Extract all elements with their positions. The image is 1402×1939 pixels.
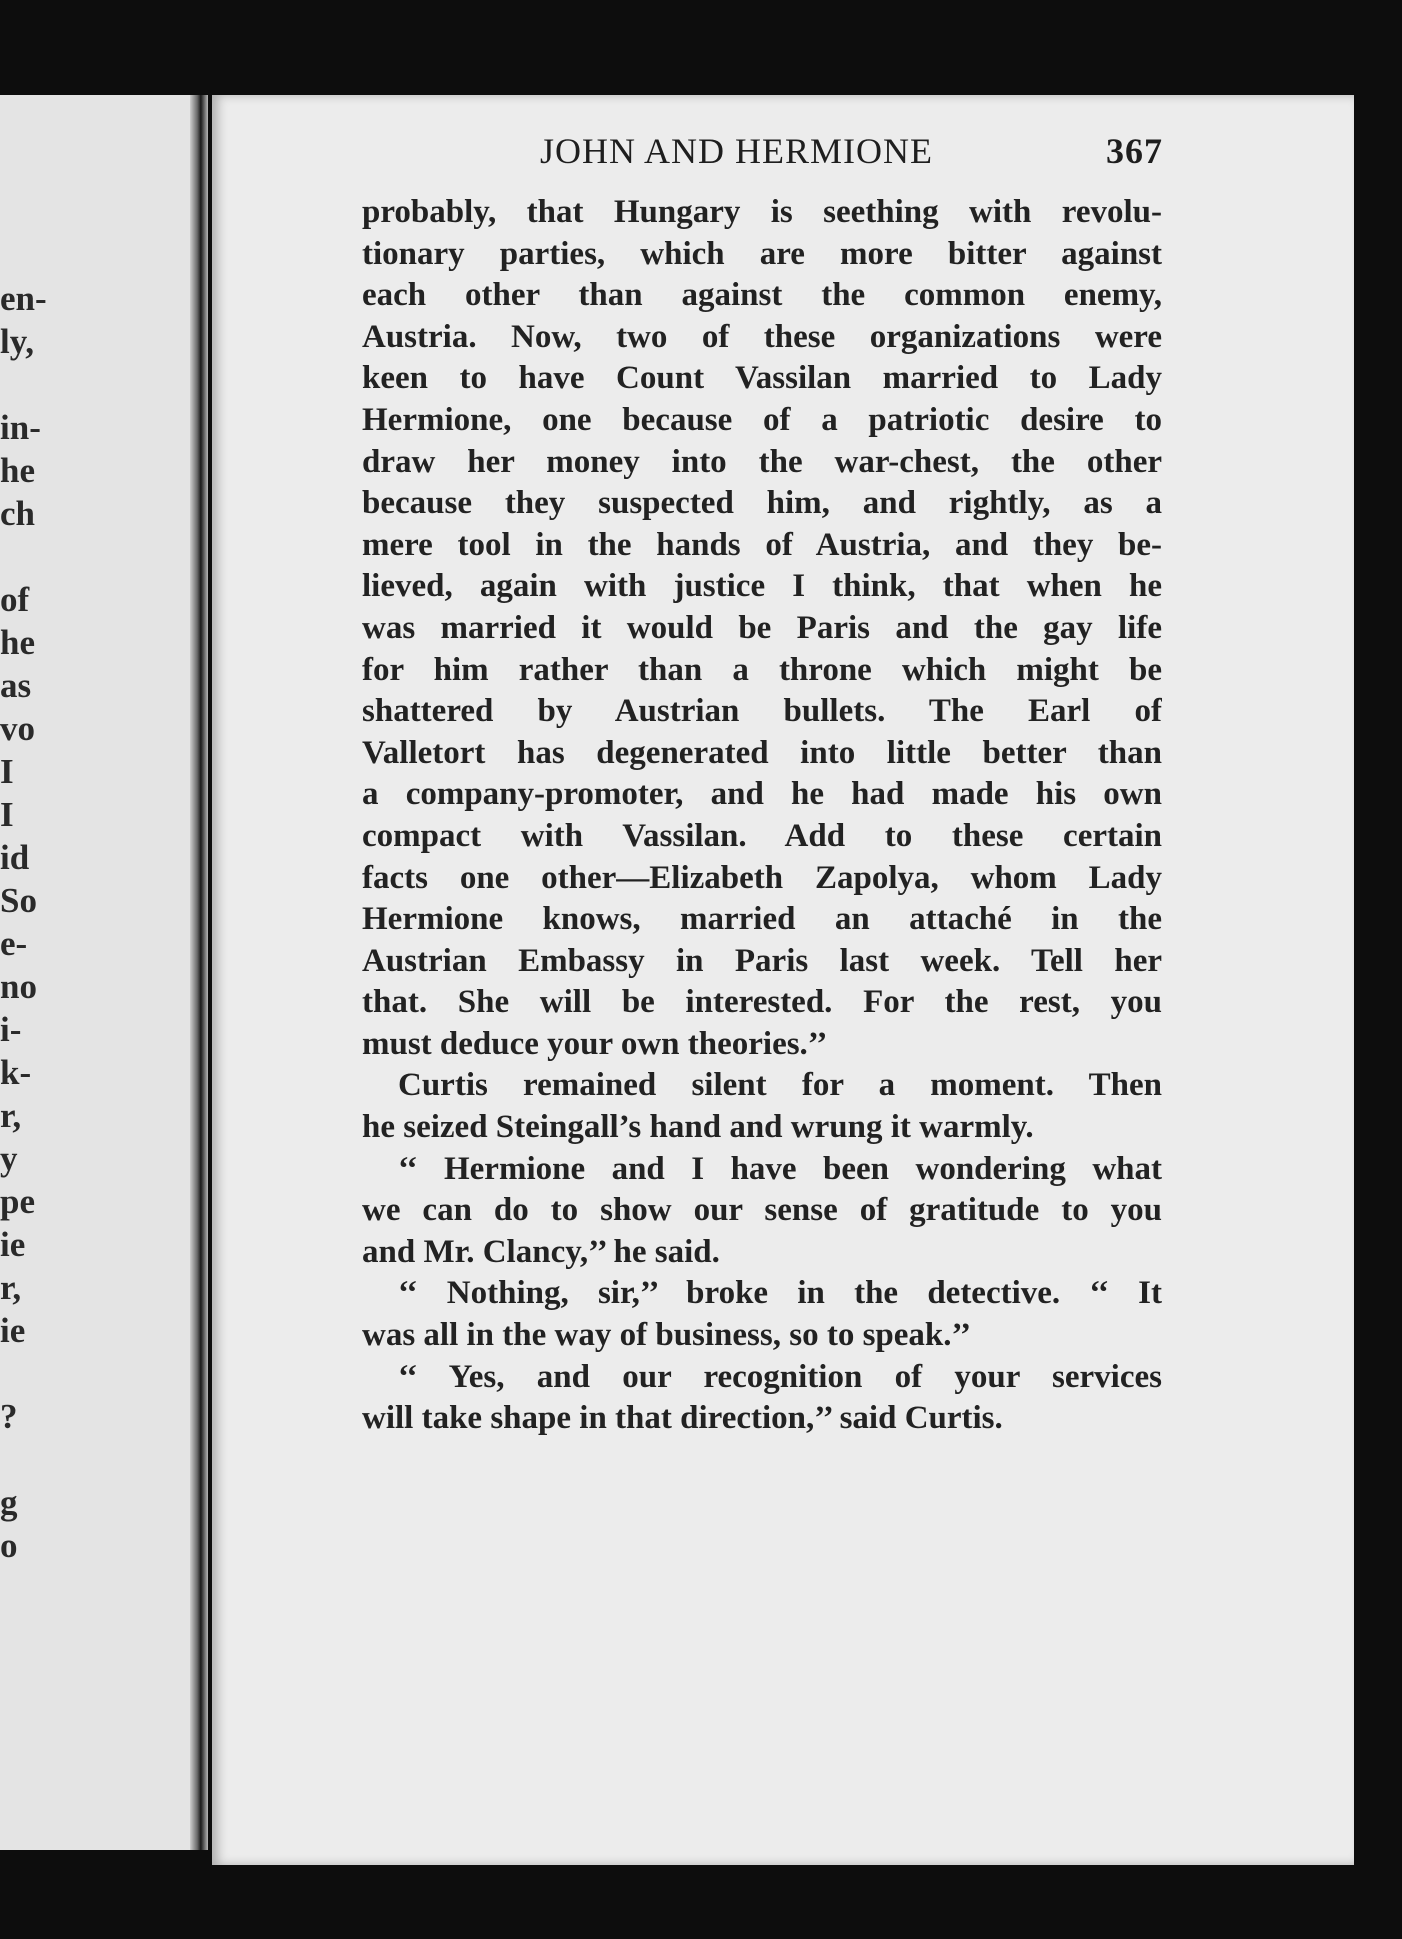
- running-head-title: JOHN AND HERMIONE: [540, 131, 933, 171]
- left-page-fragment: as: [0, 666, 32, 705]
- text-line: that. She will be interested. For the rest, you: [362, 984, 1162, 1021]
- left-page: [0, 95, 205, 1850]
- left-page-fragment: ie: [0, 1225, 26, 1264]
- left-page-fragment: I: [0, 795, 14, 834]
- left-page-fragment: [0, 363, 47, 406]
- left-page-fragment: i-: [0, 1010, 22, 1049]
- text-line: ‘‘ Nothing, sir,’’ broke in the detective. ‘‘ It: [398, 1275, 1162, 1312]
- left-page-fragment: I: [0, 752, 14, 791]
- left-page-fragment: id: [0, 838, 30, 877]
- text-line: probably, that Hungary is seething with revolu-: [362, 194, 1162, 230]
- left-page-fragment: he: [0, 623, 35, 662]
- paragraph: [362, 192, 1162, 1065]
- left-page-fragment: ch: [0, 494, 35, 533]
- text-line: because they suspected him, and rightly, as a: [362, 485, 1162, 522]
- body-text: [362, 192, 1162, 1440]
- left-page-fragment: vo: [0, 709, 35, 748]
- left-page-fragment: no: [0, 967, 37, 1006]
- text-line: mere tool in the hands of Austria, and they be-: [362, 526, 1162, 563]
- text-line: Hermione, one because of a patriotic desire to: [362, 401, 1162, 438]
- left-page-fragment: pe: [0, 1182, 35, 1221]
- left-page-fragment: [0, 535, 47, 578]
- text-line: Austrian Embassy in Paris last week. Tell her: [362, 942, 1162, 979]
- running-head: [335, 130, 1165, 180]
- text-line: we can do to show our sense of gratitude to you: [362, 1192, 1162, 1229]
- left-page-fragment: [0, 1352, 47, 1395]
- left-page-text-fragments: [0, 277, 47, 1567]
- text-line: each other than against the common enemy,: [362, 277, 1162, 314]
- text-line: was married it would be Paris and the gay life: [362, 609, 1162, 646]
- text-line: Valletort has degenerated into little better than: [362, 734, 1162, 771]
- page-number: 367: [1106, 131, 1163, 171]
- paragraph: [362, 1149, 1162, 1274]
- text-line: Curtis remained silent for a moment. Then: [398, 1067, 1162, 1104]
- left-page-fragment: k-: [0, 1053, 32, 1092]
- left-page-fragment: o: [0, 1526, 18, 1565]
- left-page-fragment: ly,: [0, 322, 35, 361]
- left-page-fragment: ?: [0, 1397, 18, 1436]
- left-page-fragment: [0, 1438, 47, 1481]
- left-page-fragment: g: [0, 1483, 18, 1522]
- left-page-fragment: y: [0, 1139, 18, 1178]
- text-line: must deduce your own theories.’’: [362, 1025, 828, 1062]
- text-line: facts one other—Elizabeth Zapolya, whom Lady: [362, 859, 1162, 896]
- paragraph: [362, 1357, 1162, 1440]
- text-line: was all in the way of business, so to speak.’’: [362, 1317, 972, 1354]
- text-line: draw her money into the war-chest, the other: [362, 443, 1162, 480]
- left-page-fragment: he: [0, 451, 35, 490]
- text-line: Hermione knows, married an attaché in the: [362, 901, 1162, 938]
- left-page-fragment: ie: [0, 1311, 26, 1350]
- text-line: compact with Vassilan. Add to these certain: [362, 817, 1162, 854]
- text-line: will take shape in that direction,’’ said Curtis.: [362, 1400, 1003, 1437]
- text-line: ‘‘ Yes, and our recognition of your services: [398, 1358, 1162, 1395]
- text-line: he seized Steingall’s hand and wrung it warmly.: [362, 1109, 1034, 1146]
- text-line: lieved, again with justice I think, that when he: [362, 568, 1162, 605]
- text-line: Austria. Now, two of these organizations were: [362, 318, 1162, 355]
- text-line: for him rather than a throne which might be: [362, 651, 1162, 688]
- text-line: ‘‘ Hermione and I have been wondering what: [398, 1150, 1162, 1187]
- left-page-fragment: So: [0, 881, 37, 920]
- left-page-fragment: r,: [0, 1096, 22, 1135]
- text-line: and Mr. Clancy,’’ he said.: [362, 1233, 720, 1270]
- paragraph: [362, 1273, 1162, 1356]
- text-line: keen to have Count Vassilan married to Lady: [362, 360, 1162, 397]
- text-line: tionary parties, which are more bitter against: [362, 235, 1162, 272]
- left-page-fragment: en-: [0, 279, 47, 318]
- left-page-fragment: in-: [0, 408, 41, 447]
- paragraph: [362, 1065, 1162, 1148]
- book-gutter: [190, 95, 208, 1850]
- text-line: a company-promoter, and he had made his own: [362, 776, 1162, 813]
- left-page-fragment: r,: [0, 1268, 22, 1307]
- text-line: shattered by Austrian bullets. The Earl of: [362, 693, 1162, 730]
- left-page-fragment: of: [0, 580, 30, 619]
- left-page-fragment: e-: [0, 924, 28, 963]
